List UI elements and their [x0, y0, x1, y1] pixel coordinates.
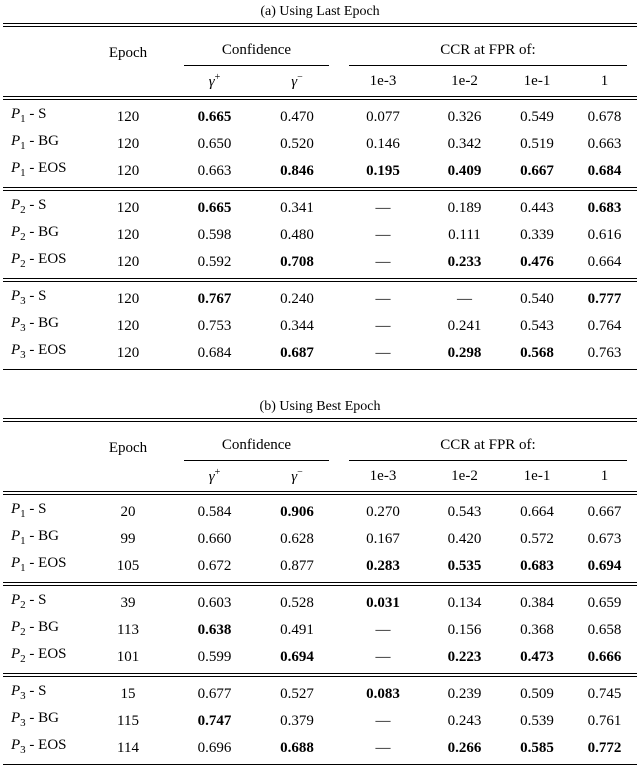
table-row [3, 675, 637, 707]
metric-value: 0.683 [587, 199, 622, 216]
metric-value: 0.543 [447, 503, 482, 520]
table-row [3, 525, 637, 552]
metric-value: 0.572 [520, 530, 554, 547]
metric-value: 0.342 [447, 135, 482, 152]
metric-value: 0.156 [447, 621, 482, 638]
confidence-label: Confidence [221, 42, 292, 58]
table-b-header [3, 420, 637, 493]
gamma-minus-header: γ− [291, 466, 303, 485]
epoch-column-header: Epoch [108, 45, 148, 61]
missing-value: — [375, 739, 391, 756]
corner-cell [3, 25, 82, 98]
row-label: $P_3$ - EOS [10, 737, 67, 756]
metric-value: 0.344 [280, 317, 314, 334]
metric-value: 0.167 [366, 530, 400, 547]
row-label: $P_1$ - BG [10, 528, 59, 547]
metric-value: 0.031 [366, 594, 400, 611]
confidence-group-header [174, 25, 339, 66]
epoch-value: 39 [120, 594, 136, 611]
metric-value: 0.753 [197, 317, 232, 334]
metric-value: 0.379 [280, 712, 314, 729]
epoch-value: 120 [116, 108, 140, 125]
result-block [3, 189, 637, 280]
epoch-value: 120 [116, 226, 140, 243]
result-block [3, 493, 637, 584]
metric-value: 0.650 [197, 135, 232, 152]
metric-value: 0.667 [520, 162, 554, 179]
metric-value: 0.476 [520, 253, 554, 270]
metric-value: 0.473 [520, 648, 554, 665]
metric-value: 0.664 [587, 253, 622, 270]
table-row [3, 248, 637, 280]
ccr-label: CCR at FPR of: [440, 42, 536, 58]
epoch-value: 99 [120, 530, 136, 547]
metric-value: 0.240 [280, 290, 314, 307]
epoch-value: 120 [116, 162, 140, 179]
table-row [3, 616, 637, 643]
row-label: $P_3$ - S [10, 288, 47, 307]
metric-value: 0.223 [447, 648, 482, 665]
fpr-1e-1-header: 1e-1 [523, 467, 551, 484]
metric-value: 0.747 [197, 712, 232, 729]
metric-value: 0.665 [197, 199, 232, 216]
row-label: $P_2$ - S [10, 197, 47, 216]
metric-value: 0.083 [366, 685, 400, 702]
ccr-group-header [339, 25, 637, 66]
table-a-caption: (a) Using Last Epoch [260, 4, 380, 19]
metric-value: 0.233 [447, 253, 482, 270]
metric-value: 0.549 [520, 108, 554, 125]
metric-value: 0.341 [280, 199, 314, 216]
metric-value: 0.688 [280, 739, 314, 756]
result-block [3, 280, 637, 370]
epoch-value: 115 [117, 712, 139, 729]
metric-value: 0.664 [520, 503, 554, 520]
table-a-header [3, 25, 637, 98]
table-row [3, 707, 637, 734]
metric-value: 0.339 [520, 226, 554, 243]
metric-value: 0.772 [587, 739, 622, 756]
table-row [3, 312, 637, 339]
epoch-value: 120 [116, 199, 140, 216]
metric-value: 0.443 [520, 199, 554, 216]
fpr-1e-3-header: 1e-3 [369, 467, 397, 484]
gamma-minus-header: γ− [291, 71, 303, 90]
fpr-1-header: 1 [600, 72, 609, 89]
row-label: $P_1$ - S [10, 106, 47, 125]
missing-value: — [375, 317, 391, 334]
epoch-value: 105 [116, 557, 140, 574]
epoch-value: 120 [116, 135, 140, 152]
metric-value: 0.146 [366, 135, 400, 152]
table-row [3, 189, 637, 221]
row-label: $P_2$ - EOS [10, 646, 67, 665]
table-row [3, 339, 637, 370]
table-row [3, 130, 637, 157]
metric-value: 0.592 [197, 253, 232, 270]
metric-value: 0.568 [520, 344, 554, 361]
metric-value: 0.298 [447, 344, 482, 361]
fpr-1e-1-header: 1e-1 [523, 72, 551, 89]
metric-value: 0.638 [197, 621, 232, 638]
metric-value: 0.420 [447, 530, 482, 547]
row-label: $P_1$ - EOS [10, 555, 67, 574]
metric-value: 0.266 [447, 739, 482, 756]
metric-value: 0.696 [197, 739, 232, 756]
metric-value: 0.077 [366, 108, 400, 125]
metric-value: 0.666 [587, 648, 622, 665]
metric-value: 0.663 [587, 135, 622, 152]
metric-value: 0.761 [587, 712, 622, 729]
metric-value: 0.283 [366, 557, 400, 574]
ccr-underline [349, 460, 627, 461]
result-block [3, 98, 637, 189]
epoch-column-header: Epoch [108, 440, 148, 456]
ccr-label: CCR at FPR of: [440, 437, 536, 453]
metric-value: 0.660 [197, 530, 232, 547]
fpr-1-header: 1 [600, 467, 609, 484]
missing-value: — [375, 253, 391, 270]
metric-value: 0.539 [520, 712, 554, 729]
epoch-value: 120 [116, 344, 140, 361]
group-header-row [3, 25, 637, 66]
metric-value: 0.677 [197, 685, 232, 702]
missing-value: — [375, 712, 391, 729]
metric-value: 0.777 [587, 290, 622, 307]
row-label: $P_3$ - BG [10, 710, 59, 729]
metric-value: 0.603 [197, 594, 232, 611]
epoch-value: 101 [116, 648, 140, 665]
metric-value: 0.667 [587, 503, 622, 520]
table-row [3, 221, 637, 248]
metric-value: 0.584 [197, 503, 232, 520]
metric-value: 0.628 [280, 530, 314, 547]
table-b-using-best-epoch [3, 418, 637, 765]
missing-value: — [375, 344, 391, 361]
metric-value: 0.519 [520, 135, 554, 152]
epoch-value: 20 [120, 503, 136, 520]
confidence-label: Confidence [221, 437, 292, 453]
metric-value: 0.767 [197, 290, 232, 307]
row-label: $P_1$ - S [10, 501, 47, 520]
row-label: $P_1$ - EOS [10, 160, 67, 179]
metric-value: 0.763 [587, 344, 622, 361]
result-block [3, 584, 637, 675]
metric-value: 0.687 [280, 344, 314, 361]
metric-value: 0.585 [520, 739, 554, 756]
metric-value: 0.684 [197, 344, 232, 361]
corner-cell [3, 420, 82, 493]
table-row [3, 280, 637, 312]
table-b-caption: (b) Using Best Epoch [259, 399, 381, 414]
row-label: $P_3$ - BG [10, 315, 59, 334]
metric-value: 0.189 [447, 199, 482, 216]
metric-value: 0.658 [587, 621, 622, 638]
metric-value: 0.764 [587, 317, 622, 334]
row-label: $P_2$ - EOS [10, 251, 67, 270]
fpr-1e-3-header: 1e-3 [369, 72, 397, 89]
table-row [3, 493, 637, 525]
metric-value: 0.598 [197, 226, 232, 243]
table-row [3, 734, 637, 765]
metric-value: 0.239 [447, 685, 482, 702]
row-label: $P_3$ - EOS [10, 342, 67, 361]
gamma-plus-header: γ+ [208, 466, 221, 485]
metric-value: 0.678 [587, 108, 622, 125]
metric-value: 0.409 [447, 162, 482, 179]
metric-value: 0.616 [587, 226, 622, 243]
ccr-underline [349, 65, 627, 66]
metric-value: 0.326 [447, 108, 482, 125]
confidence-underline [184, 460, 329, 461]
metric-value: 0.243 [447, 712, 482, 729]
metric-value: 0.520 [280, 135, 314, 152]
row-label: $P_3$ - S [10, 683, 47, 702]
table-row [3, 98, 637, 130]
group-header-row [3, 420, 637, 461]
table-row [3, 552, 637, 584]
missing-value: — [375, 621, 391, 638]
row-label: $P_1$ - BG [10, 133, 59, 152]
epoch-value: 120 [116, 290, 140, 307]
metric-value: 0.241 [447, 317, 482, 334]
missing-value: — [375, 648, 391, 665]
table-row [3, 157, 637, 189]
missing-value: — [375, 226, 391, 243]
missing-value: — [375, 290, 391, 307]
result-block [3, 675, 637, 765]
metric-value: 0.694 [280, 648, 314, 665]
epoch-value: 15 [120, 685, 136, 702]
metric-value: 0.111 [448, 226, 481, 243]
row-label: $P_2$ - BG [10, 619, 59, 638]
metric-value: 0.470 [280, 108, 314, 125]
epoch-value: 113 [117, 621, 139, 638]
epoch-value: 120 [116, 317, 140, 334]
confidence-group-header [174, 420, 339, 461]
metric-value: 0.270 [366, 503, 400, 520]
metric-value: 0.528 [280, 594, 314, 611]
metric-value: 0.684 [587, 162, 622, 179]
gamma-plus-header: γ+ [208, 71, 221, 90]
metric-value: 0.368 [520, 621, 554, 638]
epoch-value: 114 [117, 739, 139, 756]
metric-value: 0.846 [280, 162, 314, 179]
missing-value: — [375, 199, 391, 216]
metric-value: 0.535 [447, 557, 482, 574]
metric-value: 0.384 [520, 594, 554, 611]
metric-value: 0.134 [447, 594, 482, 611]
ccr-group-header [339, 420, 637, 461]
row-label: $P_2$ - S [10, 592, 47, 611]
metric-value: 0.599 [197, 648, 232, 665]
metric-value: 0.708 [280, 253, 314, 270]
table-row [3, 584, 637, 616]
metric-value: 0.745 [587, 685, 622, 702]
confidence-underline [184, 65, 329, 66]
metric-value: 0.673 [587, 530, 622, 547]
metric-value: 0.665 [197, 108, 232, 125]
epoch-value: 120 [116, 253, 140, 270]
table-a-using-last-epoch [3, 23, 637, 370]
metric-value: 0.195 [366, 162, 400, 179]
metric-value: 0.659 [587, 594, 622, 611]
metric-value: 0.509 [520, 685, 554, 702]
fpr-1e-2-header: 1e-2 [451, 467, 478, 484]
fpr-1e-2-header: 1e-2 [451, 72, 478, 89]
metric-value: 0.527 [280, 685, 314, 702]
metric-value: 0.906 [280, 503, 314, 520]
metric-value: 0.540 [520, 290, 554, 307]
table-row [3, 643, 637, 675]
metric-value: 0.480 [280, 226, 314, 243]
metric-value: 0.683 [520, 557, 554, 574]
metric-value: 0.694 [587, 557, 622, 574]
metric-value: 0.491 [280, 621, 314, 638]
metric-value: 0.663 [197, 162, 232, 179]
missing-value: — [457, 290, 472, 307]
row-label: $P_2$ - BG [10, 224, 59, 243]
metric-value: 0.672 [197, 557, 232, 574]
metric-value: 0.877 [280, 557, 314, 574]
metric-value: 0.543 [520, 317, 554, 334]
